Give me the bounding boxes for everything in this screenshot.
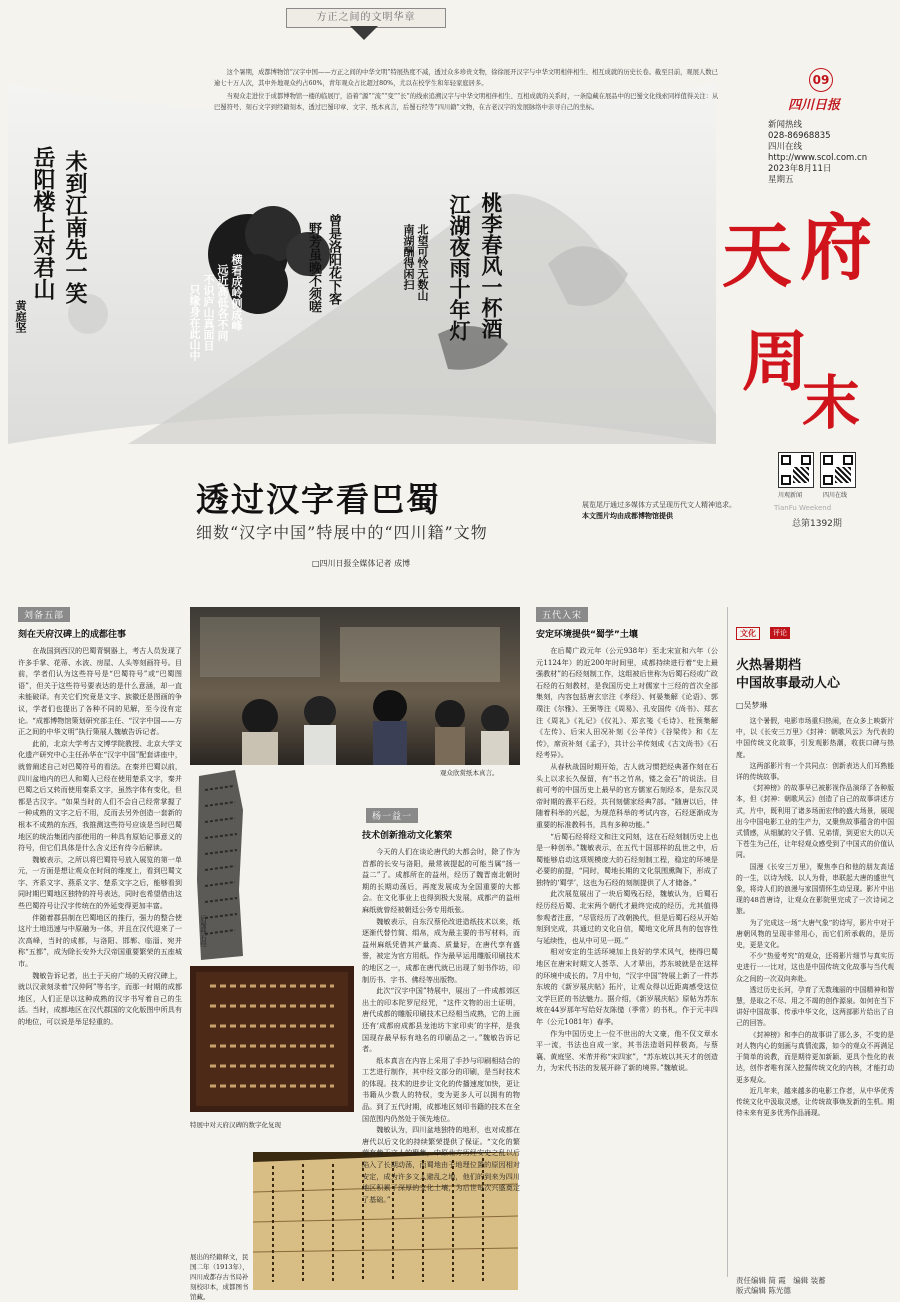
commentary-title-line: 中国故事最动人心 [736,676,841,691]
paragraph: 为了完成这一场“大唐气象”的诗写，影片中对于唐朝风物的呈现非常用心，而它们所承载的，是历史，更是文化。 [736,918,894,950]
paragraph: 魏敏告诉记者，出土于天府广场的天府汉碑上，就以汉隶刻录着“汉仲阿”等名字，而那一时期的成都地区，人们正是以这种成熟的汉字书写着自己的生活。当时，成都地区在汉代郡国的文化版图中所具有的地位，可以说是举足轻重的。 [18,970,182,1026]
issue-total: 总第1392期 [792,519,842,529]
paragraph: 纸本真言在内容上采用了手抄与印刷相结合的工艺进行制作，其中经文部分的印刷，是当时技术的体现。技术的进步让文化的传播速度加快，更让书籍从少数人的特权，变为更多人可以拥有的物品。到了五代时期，成都地区刻印书籍的技术在全国范围内仍然处于领先地位。 [362,1055,520,1123]
commentary-column [736,716,894,1264]
section-tag: 五代入宋 [536,607,588,622]
header-arrow-icon [350,26,378,40]
commentary-tag: 评论 [770,627,790,639]
hero-scroll-background [8,84,716,444]
calligraphy-line: 北望可怜无数山 [416,224,429,301]
calligraphy-line: 曾是洛阳花下客 [326,214,341,305]
online-label: 四川在线 [768,142,803,152]
calligraphy-line: 只缘身在此山中 [188,284,201,361]
section-tag: 刘备五部 [18,607,70,622]
paragraph: 作为中国历史上一位不世出的大文豪，他不仅文章水平一流，书法也自成一家，其书法造诣同样极高，与蔡襄、黄庭坚、米芾并称“宋四家”，“苏东坡以其天才的创造力，为宋代书法的发展开辟了新的境界。”魏敏说。 [536,1028,718,1073]
editors-credit [736,1276,826,1296]
hero-caption [582,500,762,522]
exhibit-photo [190,607,520,765]
photo-caption: 观众欣赏纸本真言。 [440,769,499,777]
byline: □四川日报全媒体记者 成博 [312,559,411,568]
supplement-char: 周 [742,322,808,400]
calligraphy-line: 桃李春风一杯酒 [479,192,504,339]
photo-credit: 本文图片均由成都博物馆提供 [582,512,673,520]
commentary-title [736,657,840,693]
commentary-author: □吴梦琳 [736,701,768,710]
supplement-char: 末 [802,369,861,437]
paragraph: 魏敏表示，自东汉蔡伦改进造纸技术以来，纸逐渐代替竹简、绢帛，成为最主要的书写材料，而益州麻纸凭借其产量高、质量好，在唐代享有盛誉，被定为官方用纸。作为最早运用雕版印刷技术的地区之一，成都在唐代就已出现了刻书作坊，印制历书、字书、佛经等出版物。 [362,916,520,984]
calligraphy-line: 远近高低各不同 [216,264,229,341]
paragraph: 相对安定的生活环境加上良好的学术风气，使得巴蜀地区在唐宋时期文人荟萃、人才辈出，苏东坡就是在这样的环境中成长的。7月中旬，“汉字中国”特展上新了一件苏东坡的《新岁展庆帖》拓片，让观众得以近距离感受这位文学巨匠的书法魅力。据介绍，《新岁展庆帖》原帖为苏东坡在44岁那年写给好友陈慥（季常）的书札，作于元丰四年（公元1081年）春季。 [536,947,718,1026]
paragraph: 在战国到西汉的巴蜀青铜器上，考古人员发现了许多手掌、花蒂、水波、房屋、人头等刻画符号。目前，学者们认为这些符号是“巴蜀符号”或“巴蜀图语”，但关于这些符号要表达的是什么意涵，却一直未能破译。有关它们究竟是文字、族徽还是图画的争议，学者们也提出了各种不同的见解，至今没有定论。“成都博物馆策划研究部主任、“汉字中国——方正之间的中华文明”执行策展人魏敏告诉记者。 [18,646,182,737]
paragraph: 从春秋战国时期开始，古人就习惯把经典著作刻在石头上以求长久保留，有“书之竹帛，镂之金石”的说法。目前可考的中国历史上最早的官方儒家石刻经本，是东汉灵帝时期的熹平石经，共刊刻儒家经典7部。“随唐以后，伴随着科举的兴起，为规范科举的考试内容，石经逐渐成为重要的标准教科书，具有多种功能。” [536,761,718,829]
editors-line: 版式编辑 陈光德 [736,1286,791,1295]
exhibit-visitors-graphic [190,607,520,765]
commentary-title-line: 火热暑期档 [736,658,802,673]
paper-logo: 四川日报 [788,98,841,113]
section-tag: 杨一益一 [366,808,418,823]
calligraphy-signature: 黄庭坚 [14,300,27,333]
hotline-label: 新闻热线 [768,120,803,130]
paragraph: 这个暑假，电影市场重归热闹，在众多上映新片中，以《长安三万里》《封神：朝歌风云》为代表的中国传统文化故事，引发观影热潮，收获口碑与热度。 [736,717,894,759]
paragraph: 近几年来，越来越多的电影工作者，从中华优秀传统文化中汲取灵感，让传统故事焕发新的生机。期待未来有更多优秀作品涌现。 [736,1086,894,1118]
paragraph: 国漫《长安三万里》，聚焦李白和他的朋友高适的一生，以诗为线、以人为骨，串联起大唐的盛世气象，将诗人们的浪漫与家国情怀生动呈现。影片中出现的48首唐诗，让观众在影院里完成了一次诗词之旅。 [736,862,894,916]
section-title: 技术创新推动文化繁荣 [362,831,453,841]
article-column [536,645,718,1295]
paragraph: 《封神榜》和李白的故事讲了那么多，不变的是对人物内心的刻画与真情流露，如今的观众不再满足于简单的说教，而是期待更加新颖、更具个性化的表达，创作者唯有深入挖掘传统文化的内核，才能打动更多观众。 [736,1030,894,1084]
issue-date: 2023年8月11日 [768,164,832,174]
paragraph: 魏敏表示，之所以将巴蜀符号放入展览的第一单元，一方面是想让观众在时间的维度上，看到巴蜀文字、齐系文字、燕系文字、楚系文字之后，能够看到同时期巴蜀地区独特的符号表达，同时也希望借由这些巴蜀符号让汉字传统在的外延变得更加丰富。 [18,854,182,911]
supplement-english: TianFu Weekend [774,504,832,512]
paragraph: 此前，北京大学考古文博学院教授、北京大学文化遗产研究中心主任孙华在“汉字中国”配套讲座中，就曾阐述自己对巴蜀符号的看法。在秦并巴蜀以前，四川盆地内的巴人和蜀人已经在使用楚系文字，秦并巴蜀之后又转而使用秦系文字，虽然字体有变化，但都是古汉字。“如果当时的人们不会自己经常掌握了一种成熟的文字之后不用，反而去另外创造一套新的根本不成熟的东西，我推测这些符号应该是当时巴蜀地区的统治集团内部使用的一种具有原始记事意义的符号，但它们具体是什么含义还有待今后解读。 [18,738,182,853]
calligraphy-line: 野芳虽晚不须嗟 [306,222,321,313]
page-subtitle: 细数“汉字中国”特展中的“四川籍”文物 [196,523,488,542]
paragraph: “后蜀石经将经文和注文同刻，这在石经刻制历史上也是一种创举。”魏敏表示，在五代十国那样的乱世之中，后蜀能够启动这项规模庞大的石经刻制工程，稳定的环境是必要的前提，“同时，蜀地长期的文化氛围熏陶下，形成了独特的‘蜀学’，这也为石经的刻制提供了人才储备。” [536,831,718,887]
paragraph: 今天的人们在谈论唐代的大都会时，除了作为首都的长安与洛阳，最常被提起的可能当属“扬一益二”了。成都所在的益州，经历了魏晋南北朝时期的长期动荡后，再度发展成为全国重要的大都会。在文化事业上也得到极大发展，成都产的益州麻纸就曾经被朝廷公务专用纸张。 [362,847,520,914]
contact-info [768,120,867,186]
paragraph: 透过历史长河，孕育了无数瑰丽的中国精神和智慧，是取之不尽、用之不竭的创作源泉。如何在当下讲好中国故事、传承中华文化，这两部影片给出了自己的回答。 [736,985,894,1028]
hotline-phone: 028-86968835 [768,131,831,141]
culture-tag: 文化 [736,627,760,640]
intro-text [214,68,724,116]
calligraphy-line: 不识庐山真面目 [202,274,215,351]
paragraph: 这两部影片有一个共同点：创新表达人们耳熟能详的传统故事。 [736,761,894,782]
digital-replica-photo [190,966,354,1112]
calligraphy-line: 江湖夜雨十年灯 [447,194,472,341]
intro-paragraph: 当观众走进位于成都博物馆一楼的临展厅，沿着“源”“流”“变”“长”的线索追溯汉字与中华文明相伴相生、互相成就的关系时，一条隐藏在展品中的巴蜀文化线索同样值得关注：从巴蜀符号、刻石文字到经籍刻本，透过巴蜀印章、文字、纸本真言，后蜀石经等“四川籍”文物，在古老汉字的发展脉络中亲寻自己的坐标。 [214,93,719,111]
qr-code-icon[interactable] [820,452,856,488]
issue-weekday: 星期五 [768,175,794,185]
calligraphy-line: 岳阳楼上对君山 [30,146,56,300]
paragraph: 不少“热爱考究”的观众，还将影片细节与真实历史进行一一比对，这也是中国传统文化故事与当代观众之间的一次双向奔赴。 [736,952,894,983]
supplement-char: 府 [800,205,873,290]
digital-screen-graphic [190,966,354,1112]
calligraphy-line: 未到江南先一笑 [62,150,88,304]
calligraphy-line: 南湖酬得闲扫 [402,224,415,290]
qr-label: 川观新闻 [778,492,803,499]
page-number-badge: 09 [809,68,833,92]
stone-label: 后蜀残石经 [199,915,207,948]
section-title: 刻在天府汉碑上的成都往事 [18,630,127,640]
qr-label: 四川在线 [823,492,848,499]
photo-caption: 展出的经籍释文，民国二年（1913年），四川成都存古书局补刻校印本，成都图书馆藏。 [190,1253,249,1301]
intro-paragraph: 这个暑期，成都博物馆“汉字中国——方正之间的中华文明”特展热度不减，透过众多珍贵文物，徐徐展开汉字与中华文明相伴相生、相互成就的历史长卷。截至目前，观展人数已逾七十万人次，其中外地观众约占60%，青年观众占比超过80%，尤以在校学生和年轻家庭居多。 [214,69,718,87]
paragraph: 魏敏认为，四川盆地独特的地形，也对成都在唐代以后文化的持续繁荣提供了保证。“文化的繁荣有赖于文人的聚集，中原北方历经安史之乱以后陷入了长期动荡，而蜀地由于地理位置的原因相对安定，成为许多文人避乱之地，他们的到来为四川地区积累了深厚的文化土壤，为后世每次兴盛奠定了基础。” [362,1125,520,1204]
calligraphy-line: 横看成岭侧成峰 [230,254,243,331]
paragraph: 伴随着郡县制在巴蜀地区的推行，强力的整合使这片土地迅速与中原融为一体，并且在汉代迎来了一次高峰，当时的成都，与洛阳、邯郸、临淄、宛并称“五都”，成为除长安外大汉帝国重要繁荣的五座城市。 [18,912,182,969]
supplement-char: 天 [722,214,792,297]
section-title: 安定环境提供“蜀学”土壤 [536,630,638,640]
paragraph: 此次“汉字中国”特展中，展出了一件成都郊区出土的印本陀罗尼经咒，“这件文物的出土证明，唐代成都的雕版印刷技术已经相当成熟，它的上面还有‘成都府成都县龙池坊卞家印卖’的字样，是我国现存最早标有地名的印刷品之一。”魏敏告诉记者。 [362,986,520,1054]
paragraph: 《封神榜》的故事早已被影视作品演绎了各种版本，但《封神：朝歌风云》创造了自己的故事讲述方式，片中，既利用了诸多场面宏伟的盛大场景，展现出今中国电影工业的生产力，又聚焦故事蕴含的中国式情感，从细腻的父子情、兄弟情，到更宏大的以天下苍生为己任，让年轻观众感受到了中国式的价值认同。 [736,784,894,860]
editors-line: 责任编辑 简 霞 编辑 装蓄 [736,1276,826,1285]
hero-calligraphy-image [8,84,716,444]
article-column [362,846,520,1294]
paragraph: 在后蜀广政元年（公元938年）至北宋宣和六年（公元1124年）的近200年时间里，成都持续进行着“史上最强教材”的石经刻制工作，这组被后世称为后蜀石经或广政石经的石刻教材，是我国历史上对儒家十三经的首次全部集刻，内容包括唐玄宗注《孝经》、何晏集解《论语》、郭璞注《尔雅》、王弼等注《周易》、孔安国传《尚书》、郑玄注《周礼》《礼记》《仪礼》、郑玄笺《毛诗》、杜预集解《左传》、后宋人田况补刻《公羊传》《谷梁传》和《左传》，席贡补刻《孟子》，共计公羊传刻成《古文尚书》《石经考异》。 [536,646,718,760]
hero-caption-text: 展览尾厅通过多媒体方式呈现历代文人精神追求。 [582,501,736,509]
photo-caption: 特展中对天府汉碑的数字化复现 [190,1121,281,1129]
page-title: 透过汉字看巴蜀 [196,480,441,519]
article-column [18,645,182,1240]
column-divider [727,607,728,1277]
website-url[interactable]: http://www.scol.com.cn [768,153,868,163]
qr-code-icon[interactable] [778,452,814,488]
paragraph: 此次展览展出了一块后蜀残石经，魏敏认为，后蜀石经历经后蜀、北宋两个朝代才最终完成的经历，尤其值得参观者注意，“尽管经历了改朝换代，但是后蜀石经从开始刻到完成，共通过的文化自信，蜀地文化所具有的包容性与延续性，也从中可见一斑。” [536,889,718,945]
header-banner: 方正之间的文明华章 [286,8,446,28]
